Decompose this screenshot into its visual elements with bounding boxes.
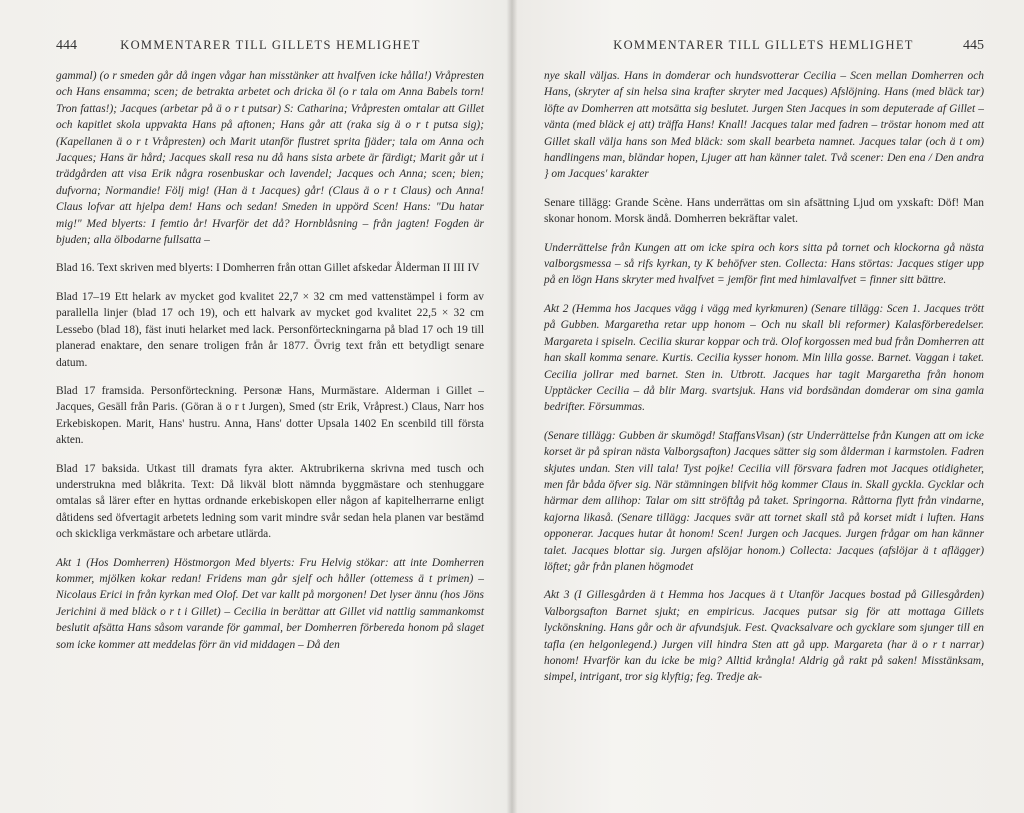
paragraph: Akt 1 (Hos Domherren) Höstmorgon Med blyerts: Fru Helvig stökar: att inte Domherren kommer, mjölken kokar redan! Fridens man går sjelf och håller (ottemess ä t primen) – Nicolaus Erici in från kyrkan med Olof. Det var kallt på morgonen! Det lyser ännu (hos Jöns Jerichini ä med bläck o r t i Gillet) – Cecilia in berättar att Gillet vid nattlig sammankomst beslutit afsätta Hans såsom varande för gammal, ber Domherren förbereda honom på slaget som icke kommer att meddelas förr än vid middagen – Då den: [56, 556, 484, 651]
paragraph: Blad 16. Text skriven med blyerts: I Domherren från ottan Gillet afskedar Ålderman II III IV: [56, 262, 480, 275]
paragraph: Akt 2 (Hemma hos Jacques vägg i vägg med kyrkmuren) (Senare tillägg: Scen 1. Jacques trött på Gubben. Margaretha retar upp honom – Och nu skall bli reformer) Kalasförberedelser. Margareta i spiseln. Cecilia skurar koppar och trä. Olof korgossen med bud från Domherren att han skall komma senare. Kurtis. Cecilia kysser honom. Min lilla gosse. Barnet. Vaggan i taket. Cecilia jollrar med barnet. Sten in. Utbrott. Jacques har tagit Margaretha från honom Upptäcker Cecilia – då blir Marg. svartsjuk. Hans vid bordsändan domderar om sina gamla bedrifter. Försummas.: [544, 302, 984, 414]
paragraph: Akt 3 (I Gillesgården ä t Hemma hos Jacques ä t Utanför Jacques bostad på Gillesgården) Valborgsafton Barnet sjukt; en empiricus. Jacques putsar sig för att mottaga Gillets lyckönskning. Hans går och är afvundsjuk. Fest. Qvacksalvare och gycklare som sjunger till en tafla (en helgonlegend.) Jurgen vill hindra Sten att gå upp. Margareta (har ä o r t narrar) honom! Hvarför kan du icke be mig? Alltid krångla! Aldrig gå rakt på saken! Misstänksam, simpel, intrigant, tror sig klyftig; feg. Tredje ak-: [544, 589, 984, 684]
right-running-head: KOMMENTARER TILL GILLETS HEMLIGHET: [613, 38, 914, 52]
paragraph: (Senare tillägg: Gubben är skumögd! StaffansVisan) (str Underrättelse från Kungen att om icke korset är på spiran nästa Valborgsafton) Jacques sätter sig som ålderman i karmstolen. Fadren skjutes undan. Sten vill tala! Tyst pojke! Cecilia vill försvara fadren mot Jacques otidigheter, men får båda öfver sig. När stämningen blifvit hög kommer Claus in. Skall gyckla. Gycklar och härmar dem allihop: Talar om sitt ströftåg på taket. Springorna. Råttorna flytt från vindarne, kajorna likaså. (Senare tillägg: Jacques svär att tornet skall stå på korset midt i luften. Hans opponerar. Jacques hutar åt honom! Scen! Jurgen och Jacques. Jurgen frågar om han känner talet. Jacques blottar sig. Jurgen afslöjar honom.) Collecta: Jacques (afslöjar ä t aflägger) löftet; går från planen högmodet: [544, 429, 984, 573]
left-page-number: 444: [56, 38, 77, 53]
left-running-head: KOMMENTARER TILL GILLETS HEMLIGHET: [120, 38, 421, 52]
paragraph: Blad 17–19 Ett helark av mycket god kvalitet 22,7 × 32 cm med vattenstämpel i form av parallella linjer (blad 17 och 19), och ett halvark av mycket god kvalitet 22,5 × 32 cm Lessebo (blad 18), fäst inuti helarket med lack. Personförteckningarna på blad 17 och 19 till planerad enaktare, den senare troligen från år 1877. Övrig text från ett betydligt senare datum.: [56, 290, 484, 369]
paragraph: Underrättelse från Kungen att om icke spira och kors sitta på tornet och klockorna gå nästa valborgsmessa – så rifs kyrkan, ty K behöfver sten. Collecta: Hans störtas: Jacques stiger upp på en lögn Hans skryter med hvalfvet = jemför fint med himlavalfvet = finner sitt bättre.: [544, 241, 984, 287]
paragraph: gammal) (o r smeden går då ingen vågar han misstänker att hvalfven icke hålla!) Vråpresten och Hans ensamma; scen; de betrakta arbetet och dricka öl (o r tala om Anna Babels torn! Tron fattas!); Jacques (arbetar på ä o r t putsar) S: Catharina; Vråpresten omtalar att Gillet och kapitlet skola uppvakta Hans på aftonen; Hans går att (raka sig ä o r t putsa sig); (Kapellanen ä o r t Vråpresten) och Marit utanför flustret sprita fjäder; tala om Anna och Jacques; Hans är hård; Jacques skall resa nu då hans sista arbete är färdigt; Marit går ut i trädgården att visa Erik några rosenbuskar och lavendel; Jacques och Anna; scen; bien; dufvorna; Normandie! Följ mig! (Han ä t Jacques) går! (Claus ä o r t Claus) och Anna! Claus lofvar att hjelpa dem! Hans och sedan! Smeden in uppörd Scen! Hans: "Du hatar mig!" Med blyerts: I femtio år! Hvarför det då? Hornblåsning – från jagten! Fogden är bjuden; alla ölbodarne fullsatta –: [56, 70, 484, 247]
paragraph: Blad 17 baksida. Utkast till dramats fyra akter. Aktrubrikerna skrivna med tusch och understrukna med blåkrita. Text: Då likväl blott nämnda byggmästare och stenhuggare omtalas så lärer efter en hyttas ordnande erkebiskopen eller någon af kapitelherrarne enligt dåtidens sed öfvertagit arbetets ledning som varit mindre svår sedan hela planen var bestämd och skickliga verkmästare och arbetare utlärda.: [56, 462, 484, 541]
paragraph: nye skall väljas. Hans in domderar och hundsvotterar Cecilia – Scen mellan Domherren och Hans, (skryter af sin helsa sina krafter skryter med Jacques) Afslöjning. Hans (med bläck tar) löfte av Domherren att motsätta sig beslutet. Jurgen Sten Jacques in som deputerade af Gillet – vänta (med bläck ej att) träffa Hans! Knall! Jacques talar med fadren – tröstar honom med att Gillet skall välja hans son Med bläck: som skall bearbeta namnet. Jacques talar (och ä t om) handlingens man, bländar hopen, Ljuger att han känner talet. Två scener: Den ena / Den andra } om Jacques' karakter: [544, 70, 984, 181]
left-page-header: [56, 38, 484, 54]
right-page-number: 445: [963, 38, 984, 53]
paragraph: Senare tillägg: Grande Scène. Hans underrättas om sin afsättning Ljud om yxskaft: Döf! Man skonar honom. Morsk ändå. Domherren bekräftar valet.: [544, 196, 984, 226]
right-page-header: [544, 38, 984, 54]
right-page: [512, 0, 1024, 813]
paragraph: Blad 17 framsida. Personförteckning. Personæ Hans, Murmästare. Alderman i Gillet – Jacques, Gesäll från Paris. (Göran ä o r t Jurgen), Smed (str Erik, Vråprest.) Claus, Narr hos Erkebiskopen. Marit, Hans' hustru. Anna, Hans' dotter Upsala 1402 En scenbild till första akten.: [56, 384, 484, 447]
